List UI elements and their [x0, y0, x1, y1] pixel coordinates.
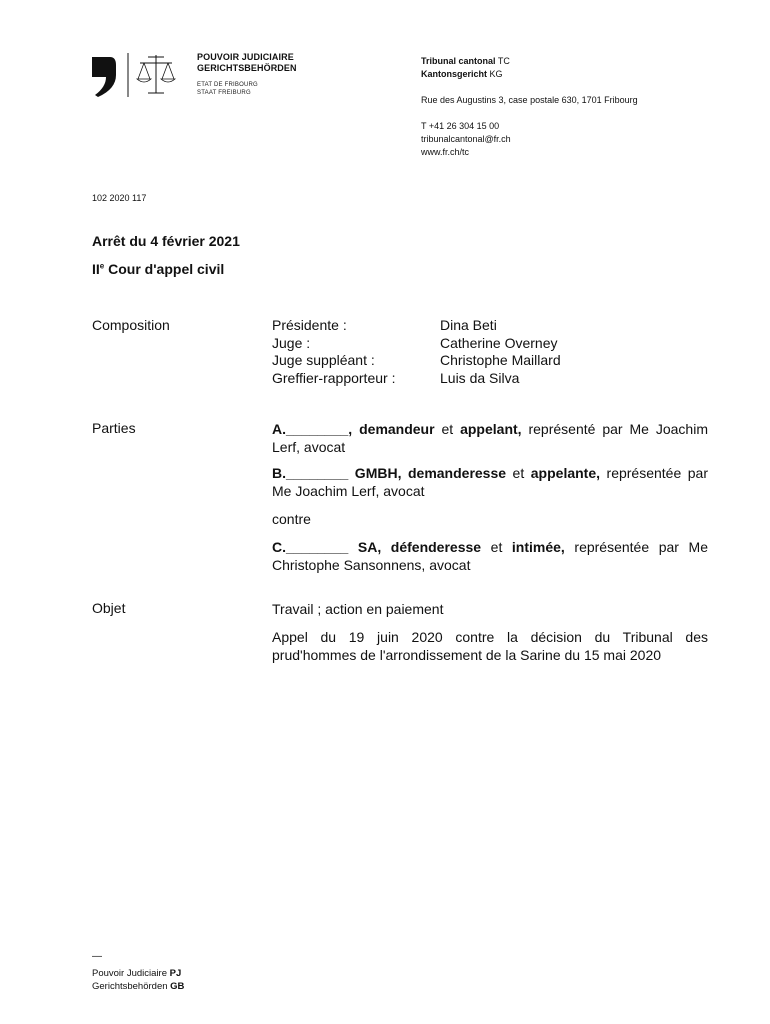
member-name: Christophe Maillard — [440, 352, 561, 368]
party-a-rep: représenté par Me Joachim Lerf, avocat — [272, 421, 708, 455]
org-sub-line2: STAAT FREIBURG — [197, 89, 251, 96]
member-name: Catherine Overney — [440, 334, 558, 351]
org-title-line1: POUVOIR JUDICIAIRE — [197, 52, 294, 62]
party-c-role: intimée, — [511, 539, 565, 555]
role-item: Présidente : — [272, 317, 347, 333]
objet-label: Objet — [92, 600, 126, 616]
role-item: Juge suppléant : — [272, 352, 375, 368]
org-title — [197, 52, 297, 74]
party-a — [272, 420, 708, 456]
party-c-rep: représentée par Me Christophe Sansonnens, avocat — [272, 539, 708, 573]
chamber-prefix: II — [92, 261, 100, 277]
member-name: Luis da Silva — [440, 369, 520, 386]
org-subtitle — [197, 82, 258, 97]
court-logo — [92, 53, 202, 99]
party-b-et: et — [506, 465, 531, 481]
court-website[interactable]: www.fr.ch/tc — [421, 147, 470, 157]
chamber-sup: e — [99, 261, 105, 271]
party-a-name: A.________, demandeur — [272, 421, 435, 437]
party-b-role: appelante, — [530, 465, 601, 481]
party-a-role: appelant, — [460, 421, 522, 437]
decision-title: Arrêt du 4 février 2021 — [92, 233, 240, 249]
court-abbr-fr: TC — [495, 56, 510, 66]
footer — [92, 968, 184, 993]
org-sub-line1: ETAT DE FRIBOURG — [197, 82, 258, 88]
party-b — [272, 464, 708, 500]
scales-of-justice-icon — [92, 53, 202, 99]
court-address: Rue des Augustins 3, case postale 630, 1701 Fribourg — [421, 95, 638, 105]
court-email[interactable]: tribunalcantonal@fr.ch — [421, 134, 511, 144]
court-name-fr: Tribunal cantonal — [421, 56, 496, 66]
parties-label: Parties — [92, 420, 136, 436]
party-c-et: et — [481, 539, 512, 555]
member-name: Dina Beti — [440, 317, 497, 333]
objet-subject: Travail ; action en paiement — [272, 601, 444, 617]
court-contact — [421, 120, 511, 159]
footer-line1-text: Pouvoir Judiciaire — [92, 968, 170, 979]
composition-roles — [272, 317, 395, 387]
court-abbr-de: KG — [487, 68, 503, 79]
footer-line2-text: Gerichtsbehörden — [92, 980, 171, 992]
footer-dash: — — [92, 951, 102, 962]
chamber-name: Cour d'appel civil — [104, 261, 225, 277]
composition-label: Composition — [92, 317, 170, 333]
court-chamber-title — [92, 261, 224, 277]
composition-names — [440, 317, 561, 387]
party-c-name: C.________ SA, défenderesse — [272, 539, 482, 555]
footer-line1-abbr: PJ — [169, 968, 182, 979]
org-title-line2: GERICHTSBEHÖRDEN — [197, 63, 297, 73]
role-item: Greffier-rapporteur : — [272, 369, 396, 386]
case-reference: 102 2020 117 — [92, 193, 147, 203]
contre-text: contre — [272, 511, 311, 527]
party-a-et: et — [434, 421, 461, 437]
footer-line2-abbr: GB — [170, 980, 185, 992]
court-name — [421, 55, 510, 80]
role-item: Juge : — [272, 334, 311, 351]
party-b-rep: représentée par Me Joachim Lerf, avocat — [272, 465, 708, 499]
court-name-de: Kantonsgericht — [421, 68, 488, 79]
party-c — [272, 538, 708, 574]
court-phone: T +41 26 304 15 00 — [421, 121, 500, 131]
party-b-name: B.________ GMBH, demanderesse — [272, 465, 507, 481]
objet-appeal: Appel du 19 juin 2020 contre la décision du Tribunal des prud'hommes de l'arrondissement de la Sarine du 15 mai 2020 — [272, 629, 708, 663]
